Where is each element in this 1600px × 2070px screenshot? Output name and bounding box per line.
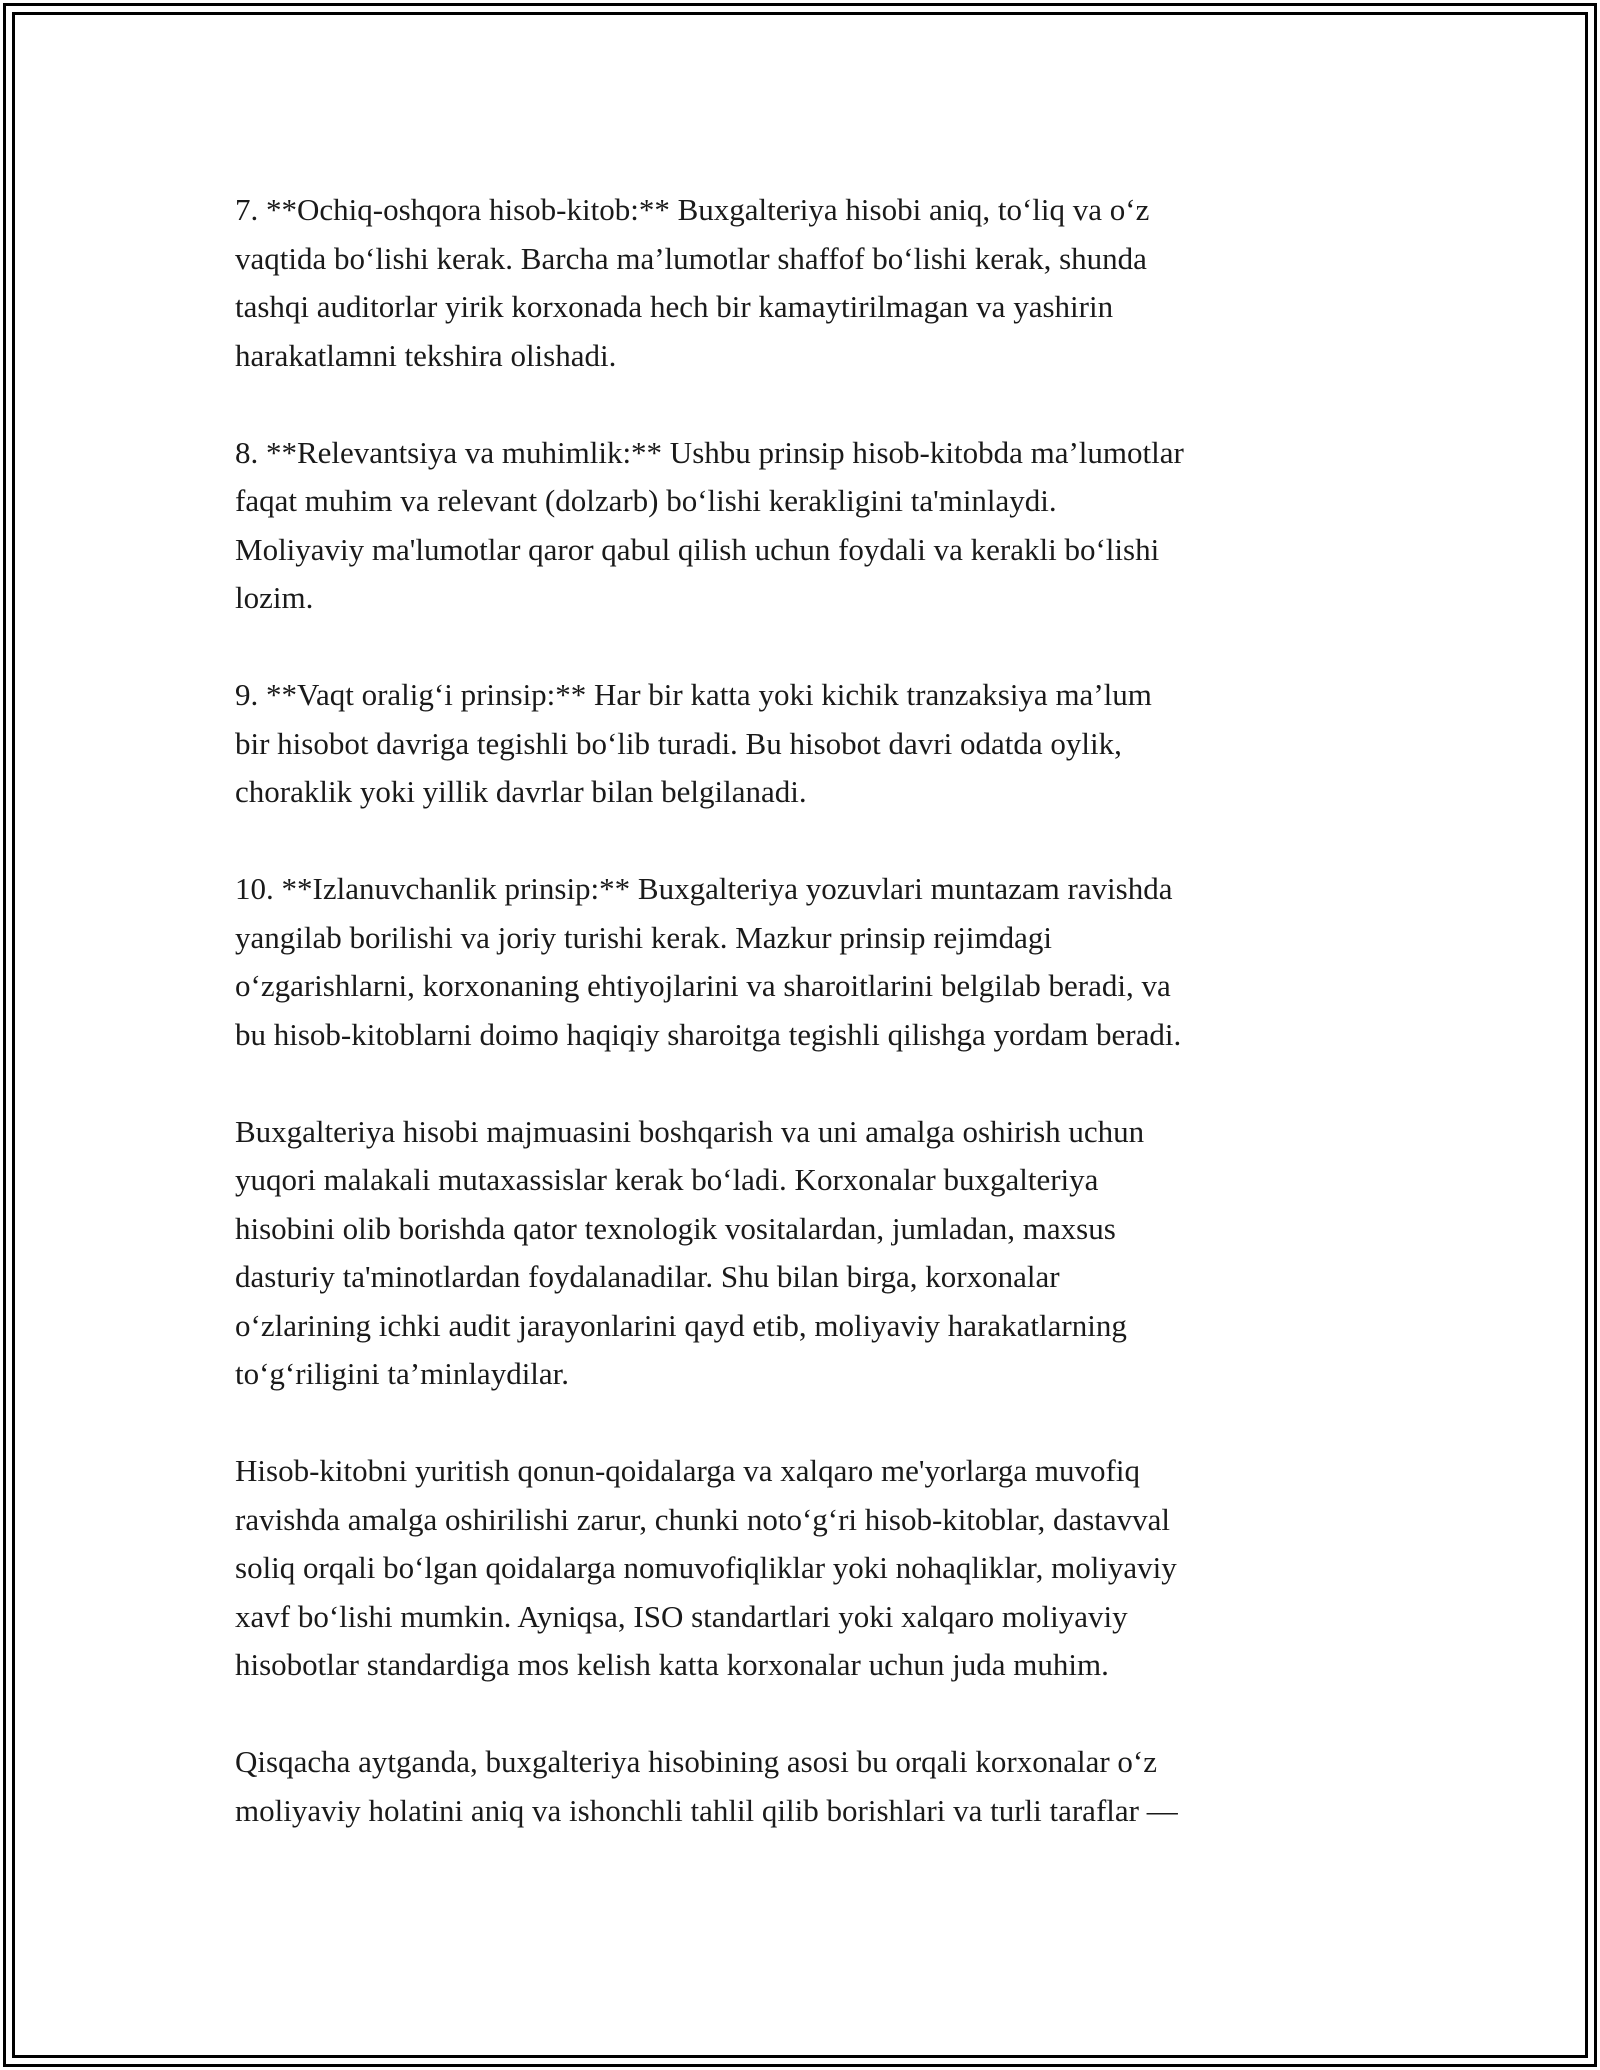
text-line: lozim. — [235, 580, 314, 615]
text-line: xavf bo‘lishi mumkin. Ayniqsa, ISO standartlari yoki xalqaro moliyaviy — [235, 1598, 1128, 1634]
text-line: harakatlamni tekshira olishadi. — [235, 337, 617, 373]
text-line: hisobotlar standardiga mos kelish katta korxonalar uchun juda muhim. — [235, 1647, 1109, 1682]
paragraph-specialists — [235, 1108, 1395, 1399]
text-line: faqat muhim va relevant (dolzarb) bo‘lishi kerakligini ta'minlaydi. — [235, 483, 1057, 518]
text-line: o‘zlarining ichki audit jarayonlarini qayd etib, moliyaviy harakatlarning — [235, 1307, 1127, 1343]
text-line: Buxgalteriya hisobi majmuasini boshqarish va uni amalga oshirish uchun — [235, 1113, 1145, 1149]
text-line: to‘g‘riligini ta’minlaydilar. — [235, 1356, 570, 1391]
text-line: hisobini olib borishda qator texnologik vositalardan, jumladan, maxsus — [235, 1210, 1116, 1246]
text-line: 9. **Vaqt oralig‘i prinsip:** Har bir katta yoki kichik tranzaksiya ma’lum — [235, 677, 1152, 712]
paragraph-principle-9 — [235, 671, 1395, 817]
text-line: Moliyaviy ma'lumotlar qaror qabul qilish uchun foydali va kerakli bo‘lishi — [235, 531, 1160, 567]
paragraph-summary — [235, 1738, 1395, 1835]
text-line: soliq orqali bo‘lgan qoidalarga nomuvofiqliklar yoki nohaqliklar, moliyaviy — [235, 1550, 1177, 1585]
text-line: bir hisobot davriga tegishli bo‘lib turadi. Bu hisobot davri odatda oylik, — [235, 725, 1122, 761]
text-line: 7. **Ochiq-oshqora hisob-kitob:** Buxgalteriya hisobi aniq, to‘liq va o‘z — [235, 192, 1150, 227]
paragraph-principle-10 — [235, 865, 1395, 1059]
text-line: tashqi auditorlar yirik korxonada hech bir kamaytirilmagan va yashirin — [235, 289, 1114, 324]
text-line: moliyaviy holatini aniq va ishonchli tahlil qilib borishlari va turli taraflar — — [235, 1792, 1178, 1828]
paragraph-principle-7 — [235, 186, 1395, 380]
text-line: bu hisob-kitoblarni doimo haqiqiy sharoitga tegishli qilishga yordam beradi. — [235, 1016, 1182, 1052]
text-line: 10. **Izlanuvchanlik prinsip:** Buxgalteriya yozuvlari muntazam ravishda — [235, 871, 1173, 906]
text-line: choraklik yoki yillik davrlar bilan belgilanadi. — [235, 774, 807, 809]
text-line: yangilab borilishi va joriy turishi kerak. Mazkur prinsip rejimdagi — [235, 919, 1053, 955]
text-line: vaqtida bo‘lishi kerak. Barcha ma’lumotlar shaffof bo‘lishi kerak, shunda — [235, 240, 1147, 276]
paragraph-compliance — [235, 1447, 1395, 1690]
text-line: o‘zgarishlarni, korxonaning ehtiyojlarini va sharoitlarini belgilab beradi, va — [235, 968, 1171, 1003]
text-line: yuqori malakali mutaxassislar kerak bo‘ladi. Korxonalar buxgalteriya — [235, 1162, 1099, 1197]
document-body — [235, 186, 1395, 1884]
text-line: 8. **Relevantsiya va muhimlik:** Ushbu prinsip hisob-kitobda ma’lumotlar — [235, 434, 1184, 470]
text-line: ravishda amalga oshirilishi zarur, chunki noto‘g‘ri hisob-kitoblar, dastavval — [235, 1501, 1171, 1537]
text-line: Hisob-kitobni yuritish qonun-qoidalarga va xalqaro me'yorlarga muvofiq — [235, 1453, 1140, 1488]
text-line: dasturiy ta'minotlardan foydalanadilar. Shu bilan birga, korxonalar — [235, 1259, 1060, 1294]
text-line: Qisqacha aytganda, buxgalteriya hisobining asosi bu orqali korxonalar o‘z — [235, 1744, 1157, 1779]
paragraph-principle-8 — [235, 429, 1395, 623]
